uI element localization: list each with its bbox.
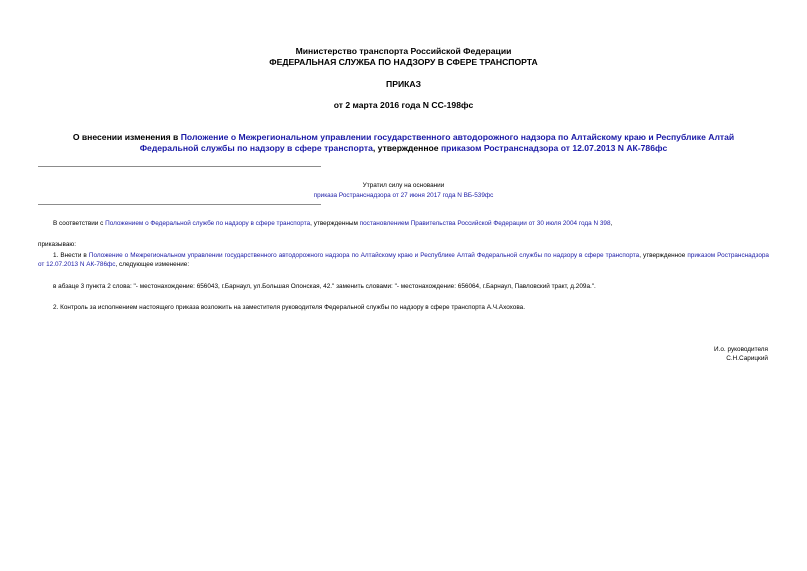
title-regulation-link-1[interactable]: Положение о Межрегиональном управлении государственного автодорожного надзора по Алтайскому краю и Республике Алтай xyxy=(180,132,735,142)
item-1-middle: , утвержденное xyxy=(639,252,686,259)
order-word: приказываю: xyxy=(38,241,76,248)
signature-position: И.о. руководителя xyxy=(714,346,768,353)
document-type: ПРИКАЗ xyxy=(386,79,421,89)
preamble-start: В соответствии с xyxy=(53,220,106,227)
preamble-regulation-link[interactable]: Положением о Федеральной службе по надзору в сфере транспорта xyxy=(105,220,311,227)
item-1-end: , следующее изменение: xyxy=(115,261,190,268)
preamble-resolution-link[interactable]: постановлением Правительства Российской Федерации от 30 июля 2004 года N 398 xyxy=(359,220,611,227)
preamble-middle: , утвержденным xyxy=(310,220,360,227)
item-1-regulation-link[interactable]: Положение о Межрегиональном управлении государственного автодорожного надзора по Алтайскому краю и Республике Алтай Федеральной службы по надзору в сфере транспорта xyxy=(88,252,640,259)
title-middle: , утвержденное xyxy=(372,143,441,153)
title-order-link[interactable]: приказом Ространснадзора от 12.07.2013 N АК-786фс xyxy=(440,143,668,153)
signature-name: С.Н.Сарицкий xyxy=(726,355,768,362)
item-1-order-link[interactable]: приказом Ространснадзора от 12.07.2013 N АК-786фс xyxy=(38,252,769,268)
status-text: Утратил силу на основании xyxy=(362,182,445,189)
document-title xyxy=(30,132,777,154)
divider-bottom xyxy=(38,204,321,205)
change-paragraph: в абзаце 3 пункта 2 слова: "- местонахождение: 656043, г.Барнаул, ул.Большая Олонская, 42." заменить словами: "- местонахождение: 656064, г.Барнаул, Павловский тракт, д.209а.". xyxy=(53,283,596,290)
ministry-name: Министерство транспорта Российской Федерации xyxy=(295,46,512,56)
document-date: от 2 марта 2016 года N СС-198фс xyxy=(333,100,474,110)
status-repeal-link[interactable]: приказа Ространснадзора от 27 июня 2017 года N ВБ-539фс xyxy=(313,192,494,199)
item-1-paragraph xyxy=(38,251,769,269)
divider-top xyxy=(38,166,321,167)
item-1-start: 1. Внести в xyxy=(53,252,89,259)
preamble-paragraph xyxy=(53,219,773,228)
service-name: ФЕДЕРАЛЬНАЯ СЛУЖБА ПО НАДЗОРУ В СФЕРЕ ТРАНСПОРТА xyxy=(269,57,538,67)
title-regulation-link-2[interactable]: Федеральной службы по надзору в сфере транспорта xyxy=(139,143,373,153)
title-prefix: О внесении изменения в xyxy=(72,132,181,142)
preamble-end: , xyxy=(610,220,613,227)
item-2-paragraph: 2. Контроль за исполнением настоящего приказа возложить на заместителя руководителя Федеральной службы по надзору в сфере транспорта А.Ч.Ахохова. xyxy=(53,304,526,311)
